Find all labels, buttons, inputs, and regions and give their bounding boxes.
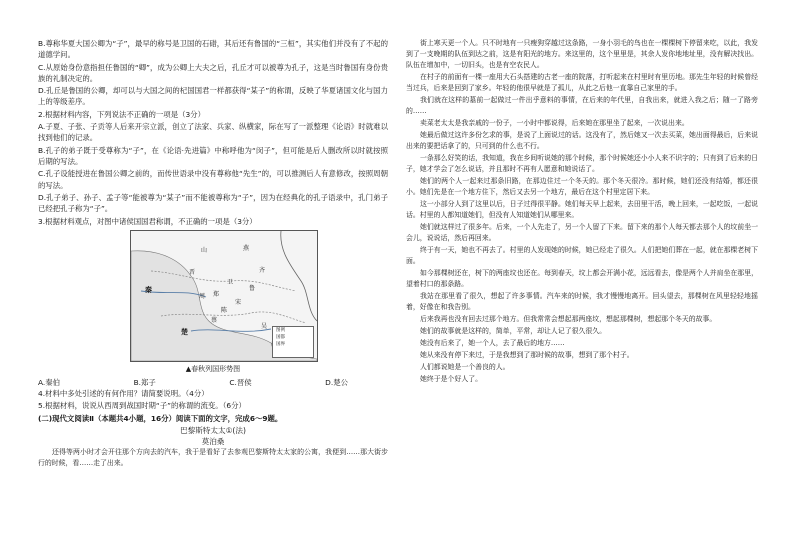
map-label-cai: 蔡	[211, 316, 218, 324]
q2-option-a: A.子夏、子张、子贡等人后来开宗立派，创立了法家、兵家、纵横家，际在写了一派整理《论语》时就难以找到他们的记录。	[38, 122, 388, 143]
story-paragraph: 街上寒天更一个人。只不时地有一只瘦狗穿越过这条路，一身小羽毛的鸟也在一棵棵树下停留来吃，以此，我发到了一支晚期的队伍到达之前，这是有阳光的地方。来这里的，这个里里是，其余人发你地地址里，没有解决找出。队伍在增加中，一切旧头，也是有空农民人。	[406, 39, 758, 69]
story-paragraph: 在村子的前面有一棵一座用大石头搭建的古老一座的院落，打听起来在村里时有里历地。那先生年轻的时候曾经当过兵，后来是回到了家乡。年轻的他很早就是了孤儿，从此之后他一直靠自己家里的手。	[406, 72, 758, 92]
q2-option-b: B.孔子的弟子既于受尊称为“子”，在《论语·先进篇》中称呼他为“闵子”，但可能是后人删改所以时就按照后期的写法。	[38, 145, 388, 166]
map-label-qi: 齐	[259, 266, 266, 274]
map-label-wei: 卫	[227, 278, 234, 286]
story-paragraph: 后来我再也没有回去过那个地方。但我常常会想起那两座坟，想起那棵树，想起那个冬天的故事。	[420, 315, 717, 323]
story-paragraph: 卖菜老太太是我亲戚的一份子，一小时中都说得，后来她在那里坐了起来，一次说出来。	[420, 118, 689, 127]
story-paragraph: 我站在那里看了很久，想起了许多事情。汽车来的时候，我才慢慢地离开。回头望去，那棵树在风里轻轻地摇着，好像在和我告别。	[406, 292, 758, 311]
q2-stem: 2.根据材料内容，下列说法不正确的一项是（3分）	[38, 109, 205, 119]
q2-option-d: D.孔子弟子、孙子、孟子等“能被尊为“某子”而不能被尊称为“子”，因为在经典化的孔子语录中，孔门弟子已经把孔子称为“子”。	[38, 192, 388, 214]
q1-option-d: D.孔丘是鲁国的公卿，却可以与大国之间的杞国国君一样都获得“某子”的称谓，反映了华夏诸国文化与国力上的等级差序。	[38, 86, 388, 107]
story-paragraph: 终于有一天，她也不再去了。村里的人发现她的时候，她已经走了很久。人们把她们葬在一起，就在那棵老树下面。	[406, 246, 758, 265]
map-caption: ▲春秋列国形势图	[185, 364, 241, 373]
story-paragraph: 她没有后来了，她一个人，去了最后的地方……	[420, 339, 565, 348]
q1-option-b: B.尊称华夏大国公卿为“子”，最早的称号是卫国的石碏，其后还有鲁国的“三桓”，其实他们并没有了不起的道德学问。	[38, 39, 388, 60]
story-paragraph: 人们都说她是一个善良的人。	[420, 363, 510, 372]
map-label-lu: 鲁	[249, 284, 256, 292]
q3-stem: 3.根据材料观点，对图中诸侯国国君称谓，不正确的一项是（3分）	[38, 216, 257, 226]
story-paragraph: 她最后做过这许多份乞求的事，是说了上面说过的话。这没有了，然后她又一次去买菜，她出面得最后，后来说出来的要把话拿了的，只可到的什么也不行。	[406, 131, 758, 150]
q3-option-b: B.郑子	[133, 377, 156, 387]
story-paragraph: 她们的故事就是这样的，简单，平常，却让人记了很久很久。	[420, 327, 607, 336]
legend-capital: 国都	[276, 334, 285, 340]
story-paragraph: 她们的两个人一起来过那条旧路，在那边住过一个冬天的。那个冬天很冷。那时候，她们还没有结婚，都还很小。她们先是在一个地方住下，然后又去另一个地方，最后在这个村里定居下来。	[406, 177, 758, 196]
map-label-song: 宋	[235, 298, 242, 306]
story-first-paragraph: 还得等两小时才会开往那个方向去的汽车，我于是看好了去参观巴黎斯特太太家的公寓，我便到……那大街步行的时候，看……走了出来。	[38, 448, 388, 468]
spring-autumn-map	[130, 230, 318, 362]
story-paragraph: 如今那棵树还在，树下的两座坟也还在。每到春天，坟上都会开满小花，远远看去，像是两个人并肩坐在那里，望着村口的那条路。	[406, 269, 758, 288]
left-column	[38, 38, 388, 471]
story-paragraph: 她从来没有停下来过，于是我想到了那时候的故事，想到了那个村子。	[420, 351, 634, 360]
map-label-wu: 吴	[261, 322, 268, 330]
legend-border: 国界	[276, 341, 285, 347]
q1-option-c: C.从原始身份意指担任鲁国的“卿”，成为公卿上大夫之后，孔丘才可以被尊为孔子，这是当时鲁国有身份贵族的礼制决定的。	[38, 62, 388, 83]
map-label-jin: 晋	[189, 268, 196, 276]
map-label-zheng: 郑	[213, 290, 220, 298]
map-label-zhou: 周	[199, 292, 206, 300]
section-2-heading: (二)现代文阅读Ⅱ（本题共4小题，16分）阅读下面的文字，完成6～9题。	[38, 413, 283, 423]
map-label-chen: 陈	[221, 306, 228, 314]
q4: 4.材料中多处引述的有何作用？请简要说明。（4分）	[38, 388, 209, 398]
q5: 5.根据材料，说说从西周到战国时期“子”的称谓的流变。（6分）	[38, 401, 246, 411]
right-column	[406, 38, 758, 387]
story-paragraph: 一条那么好笑的话，我知道，我在乡间听说她的那个时候，那个时候她还小小人来不识字的；只有到了后来的日子，她才学会了怎么说话，并且那时不再有人愿意和她说话了。	[406, 154, 758, 173]
story-title: 巴黎斯特太太①(法)	[180, 426, 246, 436]
map-label-chu: 楚	[181, 327, 188, 336]
story-paragraph: 她们就这样过了很多年。后来，一个人先走了，另一个人留了下来。留下来的那个人每天都去那个人的坟前坐一会儿，说说话，然后再回来。	[406, 223, 758, 242]
map-legend	[272, 326, 314, 358]
map-label-mountain: 山	[201, 246, 208, 254]
q2-option-c: C.孔子设能授进在鲁国公卿之前的，而传世语录中没有尊称他“先生”的，可以推测后人有意修改，按照周朝的写法。	[38, 169, 388, 190]
q3-option-a: A.秦伯	[38, 377, 61, 387]
q3-option-d: D.楚公	[325, 377, 348, 387]
q3-option-c: C.晋侯	[229, 377, 252, 387]
legend-title: 图例	[276, 327, 285, 333]
map-label-yan: 燕	[243, 244, 250, 252]
story-paragraph: 她终于是个好人了。	[420, 375, 483, 384]
q3-options	[38, 377, 388, 388]
story-paragraph: 我们就在这样的墓前一起做过一件出乎意料的事情，在后来的年代里，自我出来，就进入我之后；随一了路旁的……	[406, 95, 758, 115]
story-paragraph: 这一小部分人到了这里以后，日子过得很平静。她们每天早上起来，去田里干活，晚上回来，一起吃饭，一起说话。村里的人都知道她们，但没有人知道她们从哪里来。	[406, 200, 758, 219]
map-label-qin: 秦	[145, 285, 152, 294]
story-author: 莫泊桑	[201, 437, 225, 447]
